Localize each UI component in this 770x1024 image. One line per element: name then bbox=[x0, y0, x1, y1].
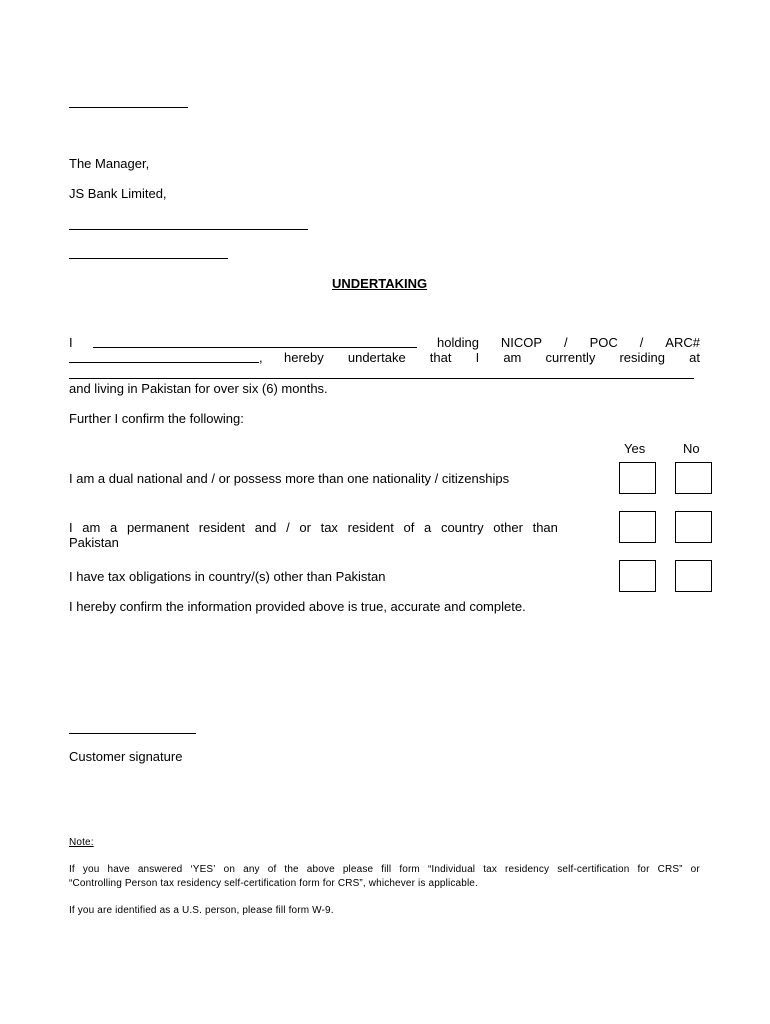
undertaking-word: I bbox=[475, 350, 480, 365]
question-2-yes-checkbox[interactable] bbox=[619, 511, 656, 543]
note-word: you bbox=[82, 864, 100, 875]
note-word: or bbox=[690, 864, 700, 875]
note-word: the bbox=[284, 864, 299, 875]
question-2-word: other bbox=[493, 520, 523, 535]
question-1-yes-checkbox[interactable] bbox=[619, 462, 656, 494]
note-word: fill bbox=[381, 864, 392, 875]
note-paragraph-2: If you are identified as a U.S. person, please fill form W-9. bbox=[69, 905, 334, 916]
question-2-word: resident bbox=[347, 520, 394, 535]
note-word: CRS” bbox=[657, 864, 683, 875]
signature-blank-line[interactable] bbox=[69, 733, 196, 734]
undertaking-word: ARC# bbox=[665, 335, 700, 350]
question-2-word: and bbox=[254, 520, 277, 535]
id-number-blank-line[interactable] bbox=[69, 362, 259, 363]
addressee-line-2: JS Bank Limited, bbox=[69, 186, 167, 201]
note-paragraph-1-line-1 bbox=[69, 864, 700, 875]
question-2-word: am bbox=[82, 520, 101, 535]
question-2-line-2: Pakistan bbox=[69, 535, 119, 550]
declaration-text: I hereby confirm the information provided above is true, accurate and complete. bbox=[69, 599, 526, 614]
question-2-word: / bbox=[286, 520, 290, 535]
yes-column-header: Yes bbox=[624, 441, 646, 456]
name-blank-line[interactable] bbox=[93, 347, 417, 348]
question-3-yes-checkbox[interactable] bbox=[619, 560, 656, 592]
undertaking-word: residing bbox=[619, 350, 665, 365]
address-blank-line-2[interactable] bbox=[69, 258, 228, 259]
question-2-no-checkbox[interactable] bbox=[675, 511, 712, 543]
question-2-word: than bbox=[532, 520, 558, 535]
undertaking-comma: , bbox=[259, 350, 263, 365]
note-word: tax bbox=[483, 864, 498, 875]
date-blank-line[interactable] bbox=[69, 107, 188, 108]
question-3-no-checkbox[interactable] bbox=[675, 560, 712, 592]
question-2-word: tax bbox=[320, 520, 338, 535]
signature-label: Customer signature bbox=[69, 749, 183, 764]
question-2-word: of bbox=[403, 520, 415, 535]
undertaking-row-4: and living in Pakistan for over six (6) months. bbox=[69, 381, 328, 396]
note-word: for bbox=[637, 864, 650, 875]
question-1-no-checkbox[interactable] bbox=[675, 462, 712, 494]
note-label: Note: bbox=[69, 837, 94, 848]
note-word: “Individual bbox=[427, 864, 476, 875]
undertaking-row-2 bbox=[284, 350, 700, 365]
note-word: residency bbox=[505, 864, 550, 875]
question-2-word: or bbox=[299, 520, 311, 535]
addressee-line-1: The Manager, bbox=[69, 156, 150, 171]
note-word: on bbox=[223, 864, 236, 875]
residence-address-blank-line[interactable] bbox=[69, 378, 694, 379]
undertaking-word: holding bbox=[437, 335, 479, 350]
note-word: form bbox=[399, 864, 420, 875]
question-3-text: I have tax obligations in country/(s) other than Pakistan bbox=[69, 569, 386, 584]
undertaking-word: at bbox=[689, 350, 700, 365]
address-blank-line-1[interactable] bbox=[69, 229, 308, 230]
question-2-word: a bbox=[110, 520, 118, 535]
question-1-text: I am a dual national and / or possess more than one nationality / citizenships bbox=[69, 471, 510, 486]
question-2-word: country bbox=[440, 520, 484, 535]
note-word: If bbox=[69, 864, 75, 875]
question-2-word: resident bbox=[198, 520, 246, 535]
note-word: of bbox=[267, 864, 277, 875]
undertaking-word: NICOP bbox=[500, 335, 543, 350]
note-word: please bbox=[342, 864, 374, 875]
note-word: ‘YES’ bbox=[190, 864, 216, 875]
question-2-word: I bbox=[69, 520, 73, 535]
undertaking-word: am bbox=[503, 350, 522, 365]
confirm-intro: Further I confirm the following: bbox=[69, 411, 244, 426]
undertaking-word: undertake bbox=[347, 350, 406, 365]
no-column-header: No bbox=[683, 441, 700, 456]
question-2-line-1 bbox=[69, 520, 558, 535]
note-word: answered bbox=[137, 864, 183, 875]
page-title: UNDERTAKING bbox=[332, 276, 428, 291]
undertaking-row-1 bbox=[437, 335, 700, 350]
undertaking-word: that bbox=[429, 350, 452, 365]
note-paragraph-1-line-2: “Controlling Person tax residency self-certification form for CRS”, whichever is applicable. bbox=[69, 878, 478, 889]
undertaking-word: / bbox=[564, 335, 568, 350]
undertaking-pronoun: I bbox=[69, 335, 73, 350]
undertaking-word: POC bbox=[589, 335, 618, 350]
note-word: any bbox=[243, 864, 260, 875]
note-word: above bbox=[306, 864, 335, 875]
question-2-word: permanent bbox=[126, 520, 190, 535]
note-word: self-certification bbox=[557, 864, 630, 875]
undertaking-word: currently bbox=[545, 350, 596, 365]
note-word: have bbox=[107, 864, 130, 875]
undertaking-word: hereby bbox=[284, 350, 324, 365]
question-2-word: a bbox=[424, 520, 432, 535]
undertaking-word: / bbox=[639, 335, 644, 350]
